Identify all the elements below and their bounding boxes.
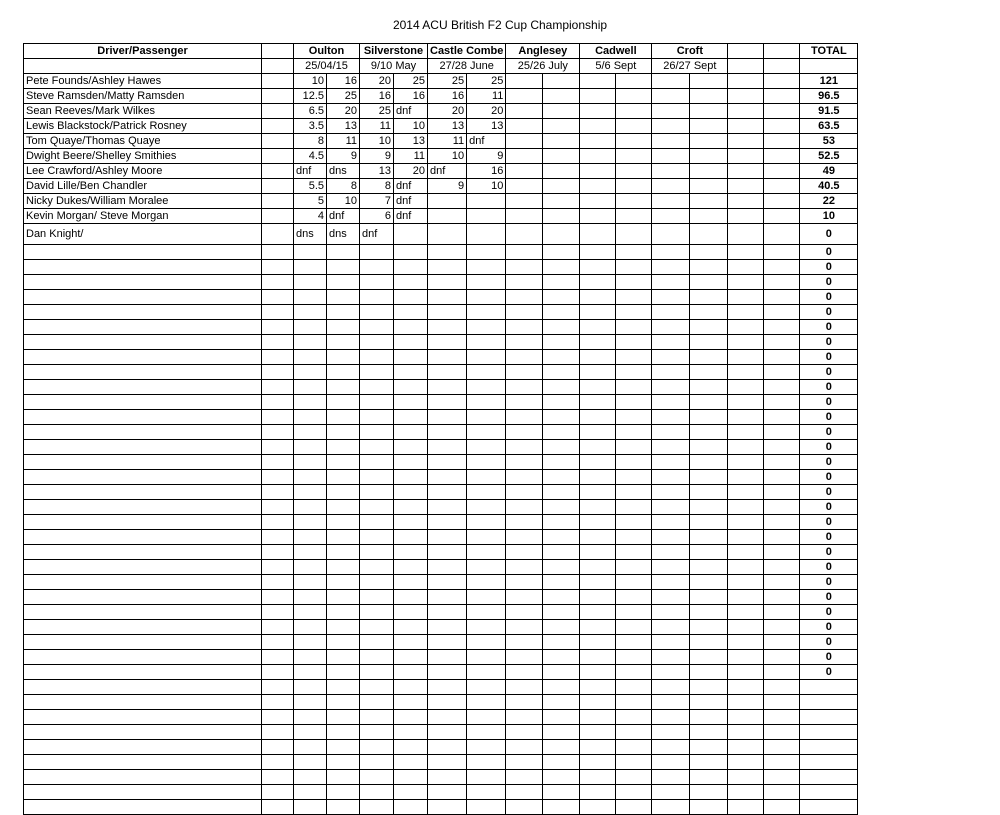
score-cell: 11 xyxy=(428,134,467,149)
score-cell xyxy=(728,74,764,89)
table-row xyxy=(24,590,858,605)
score-cell xyxy=(652,149,690,164)
score-cell xyxy=(652,134,690,149)
score-cell xyxy=(580,149,616,164)
score-cell xyxy=(764,179,800,194)
total-cell: 0 xyxy=(800,620,858,635)
score-cell: 8 xyxy=(327,179,360,194)
score-cell xyxy=(764,89,800,104)
score-cell xyxy=(728,164,764,179)
total-cell: 40.5 xyxy=(800,179,858,194)
total-cell: 0 xyxy=(800,380,858,395)
sheet-title: 2014 ACU British F2 Cup Championship xyxy=(392,18,608,32)
score-cell xyxy=(543,194,580,209)
score-cell xyxy=(764,74,800,89)
score-cell: 10 xyxy=(327,194,360,209)
table-row xyxy=(24,290,858,305)
score-cell xyxy=(652,179,690,194)
score-cell xyxy=(616,74,652,89)
driver-name: Nicky Dukes/William Moralee xyxy=(24,194,262,209)
score-cell xyxy=(616,194,652,209)
round-date: 26/27 Sept xyxy=(652,59,728,74)
table-row xyxy=(24,455,858,470)
score-cell: dnf xyxy=(394,179,428,194)
score-cell xyxy=(616,209,652,224)
table-row xyxy=(24,74,858,89)
score-cell xyxy=(580,104,616,119)
score-cell xyxy=(543,134,580,149)
score-cell xyxy=(690,194,728,209)
score-cell: 6.5 xyxy=(294,104,327,119)
table-row xyxy=(24,695,858,710)
score-cell xyxy=(690,164,728,179)
total-cell: 0 xyxy=(800,425,858,440)
score-cell xyxy=(506,179,543,194)
table-row xyxy=(24,725,858,740)
score-cell: 5.5 xyxy=(294,179,327,194)
score-cell xyxy=(764,224,800,245)
score-cell xyxy=(652,89,690,104)
driver-name: David Lille/Ben Chandler xyxy=(24,179,262,194)
score-cell: 16 xyxy=(467,164,506,179)
score-cell: 20 xyxy=(327,104,360,119)
score-cell: 16 xyxy=(394,89,428,104)
table-row xyxy=(24,530,858,545)
table-row xyxy=(24,245,858,260)
table-row xyxy=(24,470,858,485)
table-row xyxy=(24,320,858,335)
table-row xyxy=(24,680,858,695)
score-cell: 13 xyxy=(327,119,360,134)
score-cell: 9 xyxy=(428,179,467,194)
total-cell xyxy=(800,770,858,785)
score-cell: 13 xyxy=(428,119,467,134)
table-row xyxy=(24,260,858,275)
table-row xyxy=(24,740,858,755)
score-cell xyxy=(543,179,580,194)
driver-name: Dan Knight/ xyxy=(24,224,262,245)
score-cell: 4.5 xyxy=(294,149,327,164)
driver-name: Lee Crawford/Ashley Moore xyxy=(24,164,262,179)
score-cell xyxy=(616,179,652,194)
table-row xyxy=(24,224,858,245)
score-cell xyxy=(506,74,543,89)
score-cell xyxy=(690,209,728,224)
score-cell xyxy=(428,224,467,245)
total-cell: 0 xyxy=(800,335,858,350)
table-row xyxy=(24,665,858,680)
score-cell xyxy=(652,104,690,119)
score-cell xyxy=(728,104,764,119)
score-cell xyxy=(690,179,728,194)
score-cell: 25 xyxy=(467,74,506,89)
score-cell xyxy=(428,209,467,224)
score-cell: 10 xyxy=(428,149,467,164)
score-cell xyxy=(543,149,580,164)
total-cell: 0 xyxy=(800,515,858,530)
round-header: Oulton xyxy=(294,44,360,59)
score-cell xyxy=(543,119,580,134)
score-cell: 10 xyxy=(360,134,394,149)
total-cell: 0 xyxy=(800,260,858,275)
total-cell: 52.5 xyxy=(800,149,858,164)
total-cell: 0 xyxy=(800,635,858,650)
header-row xyxy=(24,44,858,59)
total-cell: 0 xyxy=(800,665,858,680)
score-cell: 9 xyxy=(360,149,394,164)
score-cell: dns xyxy=(327,164,360,179)
round-header: Castle Combe xyxy=(428,44,506,59)
score-cell xyxy=(764,164,800,179)
score-cell: dnf xyxy=(327,209,360,224)
table-row xyxy=(24,650,858,665)
score-cell xyxy=(764,119,800,134)
total-cell xyxy=(800,680,858,695)
total-cell: 0 xyxy=(800,500,858,515)
total-cell: 0 xyxy=(800,305,858,320)
table-row xyxy=(24,755,858,770)
score-cell xyxy=(652,119,690,134)
score-cell xyxy=(506,134,543,149)
score-cell xyxy=(506,164,543,179)
driver-name: Sean Reeves/Mark Wilkes xyxy=(24,104,262,119)
score-cell xyxy=(543,224,580,245)
score-cell xyxy=(467,194,506,209)
score-cell: 25 xyxy=(327,89,360,104)
score-cell xyxy=(728,224,764,245)
score-cell xyxy=(652,164,690,179)
total-cell xyxy=(800,710,858,725)
score-cell xyxy=(616,134,652,149)
score-cell xyxy=(543,74,580,89)
table-row xyxy=(24,119,858,134)
total-cell: 0 xyxy=(800,365,858,380)
score-cell: dnf xyxy=(428,164,467,179)
total-cell: 121 xyxy=(800,74,858,89)
score-cell xyxy=(616,104,652,119)
table-row xyxy=(24,425,858,440)
score-cell xyxy=(690,104,728,119)
round-date: 25/04/15 xyxy=(294,59,360,74)
table-row xyxy=(24,800,858,815)
score-cell xyxy=(728,209,764,224)
driver-name: Pete Founds/Ashley Hawes xyxy=(24,74,262,89)
score-cell xyxy=(506,194,543,209)
round-header: Silverstone xyxy=(360,44,428,59)
table-row xyxy=(24,275,858,290)
total-cell: 0 xyxy=(800,575,858,590)
table-row xyxy=(24,515,858,530)
score-cell xyxy=(616,149,652,164)
total-cell: 0 xyxy=(800,455,858,470)
total-cell: 91.5 xyxy=(800,104,858,119)
total-cell: 0 xyxy=(800,470,858,485)
score-cell xyxy=(690,89,728,104)
score-cell xyxy=(690,224,728,245)
score-cell xyxy=(506,209,543,224)
score-cell: 8 xyxy=(360,179,394,194)
score-cell xyxy=(728,194,764,209)
total-cell: 0 xyxy=(800,440,858,455)
date-row xyxy=(24,59,858,74)
score-cell xyxy=(728,119,764,134)
score-cell xyxy=(616,224,652,245)
score-cell xyxy=(543,164,580,179)
table-row xyxy=(24,134,858,149)
round-header: Cadwell xyxy=(580,44,652,59)
score-cell: 3.5 xyxy=(294,119,327,134)
score-cell: 11 xyxy=(327,134,360,149)
table-row xyxy=(24,710,858,725)
score-cell xyxy=(580,194,616,209)
score-cell: 10 xyxy=(467,179,506,194)
total-cell: 0 xyxy=(800,605,858,620)
score-cell xyxy=(580,164,616,179)
total-cell: 96.5 xyxy=(800,89,858,104)
score-cell xyxy=(543,104,580,119)
score-cell: 16 xyxy=(428,89,467,104)
table-row xyxy=(24,575,858,590)
score-cell: 25 xyxy=(428,74,467,89)
score-cell xyxy=(580,224,616,245)
table-row xyxy=(24,164,858,179)
score-cell: dns xyxy=(327,224,360,245)
score-cell: 11 xyxy=(467,89,506,104)
table-row xyxy=(24,485,858,500)
total-cell: 0 xyxy=(800,530,858,545)
score-cell xyxy=(690,119,728,134)
score-cell xyxy=(506,224,543,245)
score-cell xyxy=(652,224,690,245)
score-cell xyxy=(728,89,764,104)
total-cell: 10 xyxy=(800,209,858,224)
score-cell xyxy=(764,209,800,224)
table-row xyxy=(24,620,858,635)
total-cell: 0 xyxy=(800,290,858,305)
score-cell: dnf xyxy=(394,104,428,119)
total-cell: 49 xyxy=(800,164,858,179)
total-cell: 0 xyxy=(800,245,858,260)
total-cell: 22 xyxy=(800,194,858,209)
round-header: Croft xyxy=(652,44,728,59)
total-cell: 0 xyxy=(800,350,858,365)
score-cell xyxy=(616,164,652,179)
total-cell xyxy=(800,740,858,755)
table-row xyxy=(24,395,858,410)
table-row xyxy=(24,179,858,194)
score-cell: 20 xyxy=(360,74,394,89)
score-cell: dnf xyxy=(294,164,327,179)
round-header: Anglesey xyxy=(506,44,580,59)
score-cell xyxy=(652,74,690,89)
score-cell: dns xyxy=(294,224,327,245)
total-cell: 0 xyxy=(800,560,858,575)
score-cell xyxy=(467,224,506,245)
score-cell xyxy=(506,104,543,119)
total-cell: 0 xyxy=(800,224,858,245)
score-cell: 7 xyxy=(360,194,394,209)
driver-name: Kevin Morgan/ Steve Morgan xyxy=(24,209,262,224)
table-row xyxy=(24,194,858,209)
score-cell xyxy=(506,119,543,134)
total-cell: 0 xyxy=(800,320,858,335)
table-row xyxy=(24,380,858,395)
score-cell xyxy=(690,149,728,164)
score-cell xyxy=(764,104,800,119)
table-row xyxy=(24,785,858,800)
score-cell: 4 xyxy=(294,209,327,224)
total-cell: 0 xyxy=(800,545,858,560)
score-cell: 20 xyxy=(394,164,428,179)
score-cell xyxy=(580,89,616,104)
score-cell: 16 xyxy=(360,89,394,104)
total-cell: 63.5 xyxy=(800,119,858,134)
score-cell: 12.5 xyxy=(294,89,327,104)
score-cell xyxy=(616,119,652,134)
driver-name: Steve Ramsden/Matty Ramsden xyxy=(24,89,262,104)
score-cell xyxy=(616,89,652,104)
table-row xyxy=(24,605,858,620)
score-cell xyxy=(764,134,800,149)
score-cell: 5 xyxy=(294,194,327,209)
total-cell xyxy=(800,725,858,740)
table-row xyxy=(24,365,858,380)
score-cell xyxy=(728,149,764,164)
score-cell: 6 xyxy=(360,209,394,224)
score-cell: 13 xyxy=(394,134,428,149)
table-row xyxy=(24,350,858,365)
standings-table xyxy=(23,43,858,815)
score-cell xyxy=(394,224,428,245)
score-cell: 13 xyxy=(360,164,394,179)
score-cell xyxy=(580,119,616,134)
table-row xyxy=(24,149,858,164)
table-row xyxy=(24,104,858,119)
score-cell xyxy=(764,149,800,164)
score-cell xyxy=(652,194,690,209)
total-cell: 0 xyxy=(800,485,858,500)
score-cell: 20 xyxy=(428,104,467,119)
total-cell: 0 xyxy=(800,275,858,290)
total-cell: 0 xyxy=(800,410,858,425)
score-cell xyxy=(580,179,616,194)
score-cell xyxy=(506,149,543,164)
score-cell: 13 xyxy=(467,119,506,134)
score-cell xyxy=(506,89,543,104)
score-cell: 10 xyxy=(294,74,327,89)
score-cell xyxy=(428,194,467,209)
total-cell: 53 xyxy=(800,134,858,149)
score-cell: dnf xyxy=(467,134,506,149)
score-cell: dnf xyxy=(394,209,428,224)
total-cell xyxy=(800,755,858,770)
table-row xyxy=(24,410,858,425)
table-row xyxy=(24,545,858,560)
score-cell xyxy=(764,194,800,209)
table-row xyxy=(24,635,858,650)
table-row xyxy=(24,440,858,455)
table-row xyxy=(24,770,858,785)
total-cell: 0 xyxy=(800,395,858,410)
driver-name: Dwight Beere/Shelley Smithies xyxy=(24,149,262,164)
driver-name: Lewis Blackstock/Patrick Rosney xyxy=(24,119,262,134)
score-cell: 10 xyxy=(394,119,428,134)
score-cell xyxy=(467,209,506,224)
score-cell: 25 xyxy=(360,104,394,119)
round-date: 5/6 Sept xyxy=(580,59,652,74)
score-cell: 9 xyxy=(327,149,360,164)
score-cell xyxy=(728,134,764,149)
score-cell: 8 xyxy=(294,134,327,149)
table-row xyxy=(24,500,858,515)
round-date: 27/28 June xyxy=(428,59,506,74)
score-cell: dnf xyxy=(394,194,428,209)
score-cell xyxy=(728,179,764,194)
score-cell: 16 xyxy=(327,74,360,89)
score-cell: 20 xyxy=(467,104,506,119)
total-cell: 0 xyxy=(800,590,858,605)
table-row xyxy=(24,89,858,104)
score-cell xyxy=(543,89,580,104)
total-header: TOTAL xyxy=(800,44,858,59)
total-cell xyxy=(800,695,858,710)
driver-name: Tom Quaye/Thomas Quaye xyxy=(24,134,262,149)
score-cell: 11 xyxy=(360,119,394,134)
score-cell xyxy=(580,74,616,89)
table-row xyxy=(24,560,858,575)
round-date: 25/26 July xyxy=(506,59,580,74)
score-cell xyxy=(543,209,580,224)
table-row xyxy=(24,305,858,320)
round-date: 9/10 May xyxy=(360,59,428,74)
score-cell: 25 xyxy=(394,74,428,89)
driver-header: Driver/Passenger xyxy=(24,44,262,59)
total-cell xyxy=(800,800,858,815)
score-cell xyxy=(690,134,728,149)
score-cell xyxy=(652,209,690,224)
total-cell: 0 xyxy=(800,650,858,665)
score-cell: 11 xyxy=(394,149,428,164)
table-row xyxy=(24,335,858,350)
table-row xyxy=(24,209,858,224)
score-cell xyxy=(580,134,616,149)
score-cell xyxy=(580,209,616,224)
score-cell: 9 xyxy=(467,149,506,164)
score-cell xyxy=(690,74,728,89)
score-cell: dnf xyxy=(360,224,394,245)
total-cell xyxy=(800,785,858,800)
